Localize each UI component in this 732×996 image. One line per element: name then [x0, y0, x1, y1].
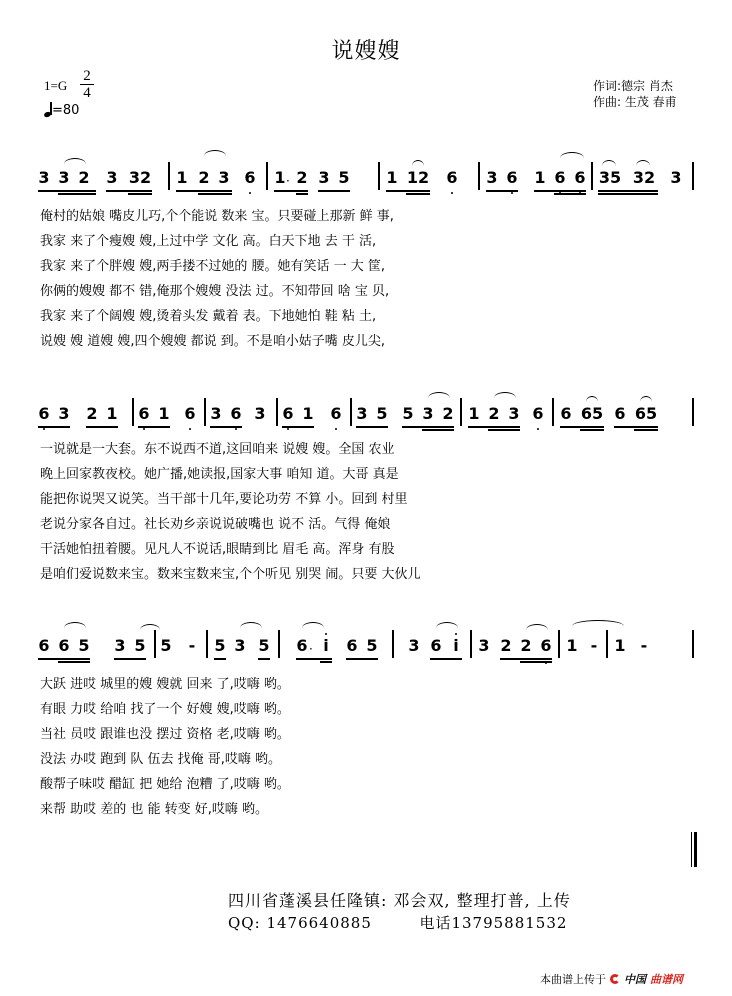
lyric-verse-1: 俺村的姑娘 嘴皮儿巧,个个能说 数来 宝。只要碰上那新 鲜 事, — [40, 209, 394, 224]
time-signature — [80, 68, 94, 101]
note: 6 — [244, 168, 256, 187]
site-name-red: 曲谱网 — [650, 973, 683, 986]
note: 35 — [598, 168, 622, 187]
note: 2 — [442, 404, 454, 423]
note: 3 — [486, 168, 498, 187]
note: 65 — [580, 404, 604, 423]
lyric-verse-5: 我家 来了个阔嫂 嫂,烫着头发 戴着 表。下地她怕 鞋 粘 土, — [40, 309, 377, 324]
note: 3 — [318, 168, 330, 187]
note: 2 — [500, 636, 512, 655]
note: 1 — [176, 168, 188, 187]
note: 3 — [356, 404, 368, 423]
watermark-text: 本曲谱上传于 — [540, 973, 606, 986]
note: 3 — [114, 636, 126, 655]
note: 6 — [540, 636, 552, 655]
note: 12 — [406, 168, 430, 187]
note: 3 — [106, 168, 118, 187]
note: 2 — [198, 168, 210, 187]
credits — [593, 78, 677, 110]
note: 1 — [302, 404, 314, 423]
note: - — [590, 636, 598, 655]
lyric-verse-4: 老说分家各自过。社长劝乡亲说说破嘴也 说不 活。气得 俺娘 — [40, 517, 391, 532]
note: 3 — [254, 404, 266, 423]
qq-number: 1476640885 — [266, 914, 372, 932]
lyric-verse-3: 我家 来了个胖嫂 嫂,两手搂不过她的 腰。她有笑话 一 大 筐, — [40, 259, 386, 274]
lyric-verse-3: 能把你说哭又说笑。当干部十几年,要论功劳 不算 小。回到 村里 — [40, 492, 408, 507]
note: 5 — [366, 636, 378, 655]
note: 6 — [282, 404, 294, 423]
note: 6 — [554, 168, 566, 187]
note: 5 — [402, 404, 414, 423]
lyric-verse-3: 当社 员哎 跟谁也没 摆过 资格 老,哎嗨 哟。 — [40, 727, 290, 742]
note: 2 — [296, 168, 308, 187]
lyrics-block-2 — [40, 438, 421, 588]
notation-line-2 — [36, 396, 696, 436]
lyric-verse-2: 晚上回家教夜校。她广播,她读报,国家大事 咱知 道。大哥 真是 — [40, 467, 399, 482]
note: 2 — [520, 636, 532, 655]
note: 6 — [532, 404, 544, 423]
note: 3 — [218, 168, 230, 187]
phone-number: 13795881532 — [451, 914, 568, 932]
note: 3 — [422, 404, 434, 423]
note: 2 — [78, 168, 90, 187]
note: i — [453, 636, 459, 655]
lyric-verse-1: 一说就是一大套。东不说西不道,这回咱来 说嫂 嫂。全国 农业 — [40, 442, 395, 457]
note: 32 — [632, 168, 656, 187]
note: 6 — [138, 404, 150, 423]
note: 5 — [160, 636, 172, 655]
qq-label: QQ: — [228, 914, 261, 932]
time-denominator: 4 — [83, 85, 91, 101]
note: 6 — [230, 404, 242, 423]
note: 1 — [106, 404, 118, 423]
note: 6 — [560, 404, 572, 423]
lyric-verse-2: 有眼 力哎 给咱 找了一个 好嫂 嫂,哎嗨 哟。 — [40, 702, 290, 717]
time-numerator: 2 — [80, 68, 94, 85]
note: 3 — [478, 636, 490, 655]
lyrics-block-3 — [40, 673, 290, 823]
note: 3 — [234, 636, 246, 655]
arranger-info: 四川省蓬溪县任隆镇: 邓会双, 整理打普, 上传 — [228, 891, 571, 910]
site-watermark[interactable] — [540, 971, 683, 987]
note: 1 — [158, 404, 170, 423]
note: 65 — [634, 404, 658, 423]
contact-info — [228, 912, 567, 933]
lyricist: 作词:德宗 肖杰 — [593, 79, 673, 93]
notation-line-3: 6 6 5 3 5 5 - 5 3 5 6 · i 6 5 3 6 i 3 2 2 6 1 - 1 - — [36, 628, 696, 668]
note: 6 — [330, 404, 342, 423]
note: 5 — [134, 636, 146, 655]
note: 5 — [376, 404, 388, 423]
note: 3 — [408, 636, 420, 655]
note: 6 — [184, 404, 196, 423]
note: 6 — [446, 168, 458, 187]
note: 2 — [86, 404, 98, 423]
site-name-black: 中国 — [624, 973, 646, 986]
lyric-verse-5: 酸帮子味哎 醋缸 把 她给 泡糟 了,哎嗨 哟。 — [40, 777, 290, 792]
song-title: 说嫂嫂 — [331, 39, 401, 64]
note: 3 — [58, 168, 70, 187]
quarter-note-icon — [44, 102, 52, 118]
note: 6 — [38, 636, 50, 655]
site-logo-icon — [610, 974, 620, 984]
note: 1 — [566, 636, 578, 655]
note: 1 — [614, 636, 626, 655]
note: 6 — [506, 168, 518, 187]
note: 6 — [38, 404, 50, 423]
lyric-verse-4: 没法 办哎 跑到 队 伍去 找俺 哥,哎嗨 哟。 — [40, 752, 282, 767]
note: 3 — [508, 404, 520, 423]
key-signature: 1=G — [44, 78, 68, 93]
note: - — [188, 636, 196, 655]
note: 5 — [214, 636, 226, 655]
note: 6 — [614, 404, 626, 423]
note: 6 — [58, 636, 70, 655]
note: - — [640, 636, 648, 655]
composer: 作曲: 生茂 春甫 — [593, 95, 677, 109]
lyric-verse-6: 说嫂 嫂 道嫂 嫂,四个嫂嫂 都说 到。不是咱小姑子嘴 皮儿尖, — [40, 334, 386, 349]
lyric-verse-6: 是咱们爱说数来宝。数来宝数来宝,个个听见 别哭 闹。只要 大伙儿 — [40, 567, 421, 582]
lyric-verse-6: 来帮 助哎 差的 也 能 转变 好,哎嗨 哟。 — [40, 802, 269, 817]
lyric-verse-2: 我家 来了个瘦嫂 嫂,上过中学 文化 高。白天下地 去 干 活, — [40, 234, 377, 249]
note: 6 — [574, 168, 586, 187]
note: 1 — [468, 404, 480, 423]
note: 1 — [386, 168, 398, 187]
note: 3 — [38, 168, 50, 187]
note: 5 — [258, 636, 270, 655]
tempo-marking — [44, 102, 79, 118]
note: 3 — [210, 404, 222, 423]
note: 3 — [670, 168, 682, 187]
lyric-verse-5: 干活她怕扭着腰。见凡人不说话,眼睛到比 眉毛 高。浑身 有股 — [40, 542, 395, 557]
note: 5 — [338, 168, 350, 187]
note: 6 — [296, 636, 308, 655]
note: 2 — [488, 404, 500, 423]
lyrics-block-1 — [40, 205, 394, 355]
phone-label: 电话 — [419, 914, 452, 932]
note: i — [323, 636, 329, 655]
notation-line-1: 3 3 2 3 32 1 2 3 6 1 · 2 3 5 1 12 6 3 6 1 6 6 35 32 3 — [36, 160, 696, 200]
lyric-verse-1: 大跃 进哎 城里的嫂 嫂就 回来 了,哎嗨 哟。 — [40, 677, 290, 692]
note: 1 — [534, 168, 546, 187]
note: 5 — [78, 636, 90, 655]
final-barline — [691, 832, 695, 867]
tempo-value: =80 — [52, 103, 80, 118]
note: 1 — [274, 168, 286, 187]
note: 6 — [430, 636, 442, 655]
note: 3 — [58, 404, 70, 423]
note: 32 — [128, 168, 152, 187]
note: 6 — [346, 636, 358, 655]
lyric-verse-4: 你俩的嫂嫂 都不 错,俺那个嫂嫂 没法 过。不知带回 啥 宝 贝, — [40, 284, 390, 299]
